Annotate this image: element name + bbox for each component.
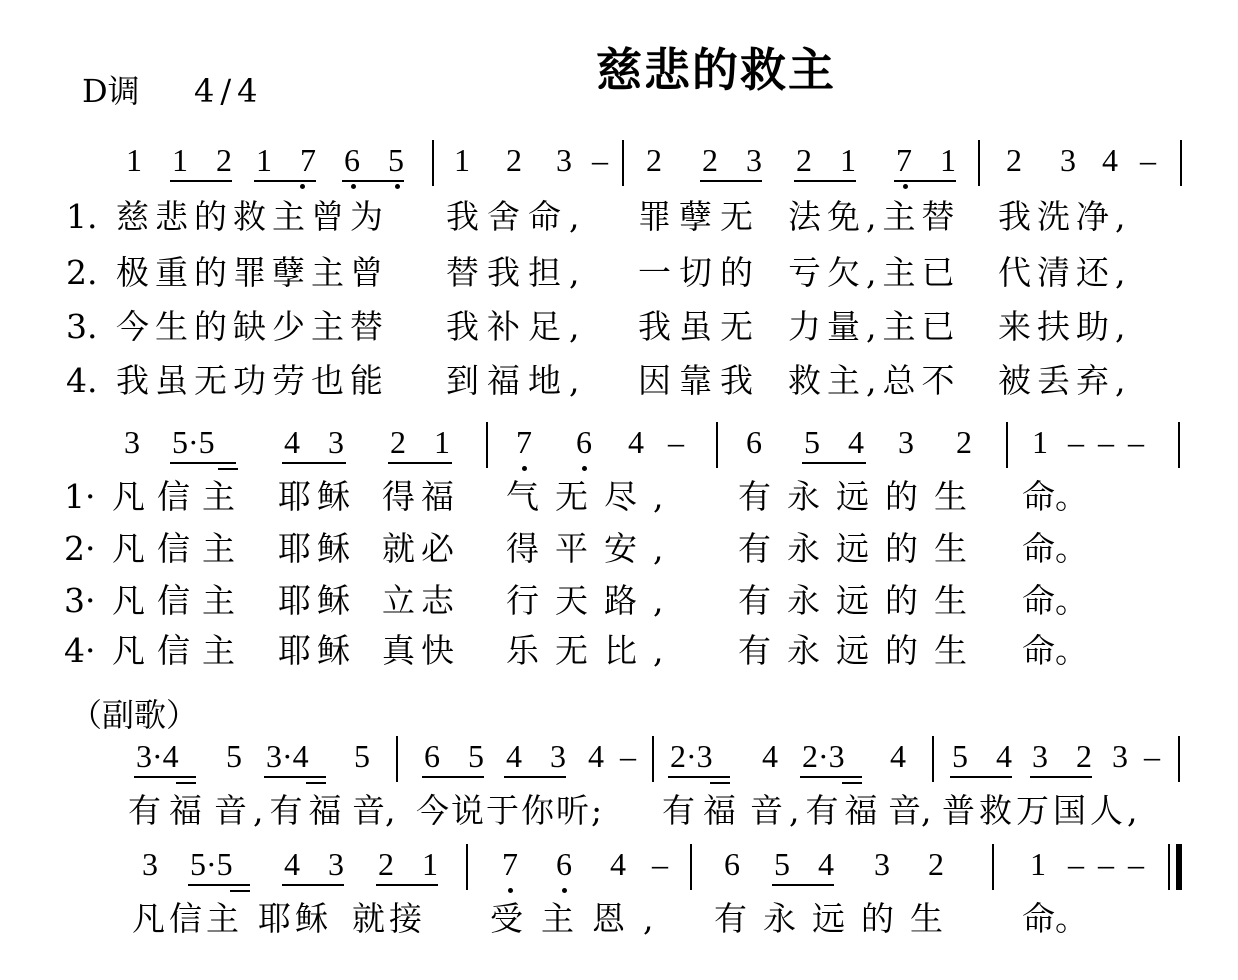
underline bbox=[800, 776, 862, 778]
dash: – bbox=[1128, 846, 1144, 882]
lyric: 命。 bbox=[1022, 899, 1088, 938]
lyric: 耶稣 bbox=[278, 529, 356, 568]
note-group: 4 3 bbox=[284, 424, 354, 460]
underline bbox=[1030, 776, 1092, 778]
final-barline-thin bbox=[1168, 844, 1170, 890]
lyric: 极重的罪孽主曾 bbox=[116, 253, 389, 292]
note: 3 bbox=[142, 846, 158, 882]
verse-number: 2. bbox=[66, 253, 98, 292]
lyric: 得福 bbox=[382, 477, 460, 516]
underline bbox=[230, 890, 250, 892]
underline bbox=[894, 180, 956, 182]
underline bbox=[700, 180, 762, 182]
lyric: 音, bbox=[352, 791, 396, 830]
underline bbox=[282, 462, 346, 464]
underline bbox=[422, 776, 484, 778]
barline bbox=[932, 736, 934, 782]
lyric: 命。 bbox=[1022, 529, 1088, 568]
lyric: 就接 bbox=[352, 899, 426, 938]
system2-verse4 bbox=[0, 631, 1238, 694]
time-signature: 4/4 bbox=[194, 72, 264, 110]
lyric: 音,有福 bbox=[750, 791, 884, 830]
note-group: 5 4 bbox=[804, 424, 874, 460]
lyric: 有福 bbox=[128, 791, 210, 830]
system4-lyrics bbox=[0, 899, 1238, 962]
barline bbox=[978, 140, 980, 186]
note: 5 bbox=[354, 738, 370, 774]
barline bbox=[1006, 422, 1008, 468]
dash: – bbox=[1140, 142, 1156, 178]
note: 3 bbox=[1060, 142, 1076, 178]
chorus-label: （副歌） bbox=[70, 696, 199, 734]
lyric: 来扶助, bbox=[998, 307, 1132, 346]
note-group: 1 2 bbox=[172, 142, 242, 178]
note: 1 bbox=[1030, 846, 1046, 882]
lyric: 凡信主 bbox=[112, 477, 247, 516]
note: 4 bbox=[762, 738, 778, 774]
underline bbox=[170, 462, 236, 464]
lyric: 被丢弃, bbox=[998, 361, 1132, 400]
lyric: 有永远的生 bbox=[714, 899, 959, 938]
system1-notation bbox=[0, 144, 1238, 204]
lyric: 我洗净, bbox=[998, 197, 1132, 236]
note-group: 2 3 bbox=[702, 142, 772, 178]
barline bbox=[1180, 140, 1182, 186]
barline bbox=[486, 422, 488, 468]
lyric: 力量,主已 bbox=[788, 307, 961, 346]
note-group: 3·4 bbox=[136, 738, 179, 774]
underline bbox=[668, 776, 730, 778]
note-group: 2 1 bbox=[390, 424, 460, 460]
underline bbox=[376, 884, 438, 886]
underline bbox=[134, 776, 196, 778]
system3-lyrics bbox=[0, 791, 1238, 854]
lyric: 命。 bbox=[1022, 581, 1088, 620]
note: 2 bbox=[506, 142, 522, 178]
note: 2 bbox=[928, 846, 944, 882]
barline bbox=[466, 844, 468, 890]
lyric: 就必 bbox=[382, 529, 460, 568]
verse-number: 2· bbox=[64, 529, 96, 568]
barline bbox=[432, 140, 434, 186]
lyric: 替我担, bbox=[446, 253, 588, 292]
lyric: 耶稣 bbox=[278, 477, 356, 516]
underline bbox=[710, 782, 730, 784]
note: 1 bbox=[1032, 424, 1048, 460]
lyric: 耶稣 bbox=[258, 899, 332, 938]
lyric: 亏欠,主已 bbox=[788, 253, 961, 292]
lyric: 我舍命, bbox=[446, 197, 588, 236]
hymn-title: 慈悲的救主 bbox=[596, 43, 836, 97]
note-group: 5 4 bbox=[952, 738, 1022, 774]
note-group: 2 1 bbox=[378, 846, 448, 882]
note: 3 bbox=[556, 142, 572, 178]
lyric: 我虽无功劳也能 bbox=[116, 361, 389, 400]
barline bbox=[1178, 736, 1180, 782]
key-label: D调 bbox=[82, 72, 140, 110]
verse-number: 3· bbox=[64, 581, 96, 620]
lyric: 我补足, bbox=[446, 307, 588, 346]
lyric: 凡信主 bbox=[132, 899, 243, 938]
lyric: 到福地, bbox=[446, 361, 588, 400]
verse-number: 3. bbox=[66, 307, 98, 346]
note: 3 bbox=[898, 424, 914, 460]
note-group: 5·5 bbox=[172, 424, 215, 460]
note-group: 2·3 bbox=[802, 738, 845, 774]
low-octave-dot bbox=[508, 888, 513, 893]
lyric: 有永远的生 bbox=[738, 631, 983, 670]
note: 3 bbox=[874, 846, 890, 882]
verse-number: 4. bbox=[66, 361, 98, 400]
lyric: 音, bbox=[888, 791, 932, 830]
note: 3 bbox=[124, 424, 140, 460]
dash: – bbox=[652, 846, 668, 882]
final-barline-thick bbox=[1176, 844, 1182, 890]
lyric: 行天路, bbox=[506, 581, 680, 620]
underline bbox=[342, 180, 404, 182]
lyric: 乐无比, bbox=[506, 631, 680, 670]
note-group: 7 1 bbox=[896, 142, 966, 178]
note: 4 bbox=[628, 424, 644, 460]
lyric: 我虽无 bbox=[638, 307, 761, 346]
barline bbox=[1178, 422, 1180, 468]
note-group: 3·4 bbox=[266, 738, 309, 774]
lyric: 命。 bbox=[1022, 477, 1088, 516]
note-group: 6 5 bbox=[424, 738, 494, 774]
dash: – bbox=[1098, 424, 1114, 460]
lyric: 救主,总不 bbox=[788, 361, 961, 400]
lyric: 今生的缺少主替 bbox=[116, 307, 389, 346]
barline bbox=[652, 736, 654, 782]
dash: – bbox=[1068, 846, 1084, 882]
underline bbox=[254, 180, 316, 182]
lyric: 普救万国人, bbox=[942, 791, 1142, 830]
lyric: 凡信主 bbox=[112, 581, 247, 620]
note-group: 6 5 bbox=[344, 142, 414, 178]
note-group: 3 2 bbox=[1032, 738, 1102, 774]
lyric: 因靠我 bbox=[638, 361, 761, 400]
note: 7 bbox=[502, 846, 518, 882]
underline bbox=[218, 468, 238, 470]
verse-number: 1. bbox=[66, 197, 98, 236]
lyric: 耶稣 bbox=[278, 631, 356, 670]
lyric: 有福 bbox=[662, 791, 744, 830]
note-group: 1 7 bbox=[256, 142, 326, 178]
underline bbox=[794, 180, 856, 182]
lyric: 真快 bbox=[382, 631, 460, 670]
note: 4 bbox=[890, 738, 906, 774]
underline bbox=[282, 884, 344, 886]
underline bbox=[188, 884, 250, 886]
underline bbox=[176, 782, 196, 784]
dash: – bbox=[668, 424, 684, 460]
low-octave-dot bbox=[351, 184, 356, 189]
lyric: 命。 bbox=[1022, 631, 1088, 670]
lyric: 受主恩, bbox=[490, 899, 672, 938]
note: 6 bbox=[746, 424, 762, 460]
note-group: 4 3 bbox=[506, 738, 576, 774]
lyric: 凡信主 bbox=[112, 529, 247, 568]
note-group: 2·3 bbox=[670, 738, 713, 774]
note: 6 bbox=[576, 424, 592, 460]
note: 7 bbox=[516, 424, 532, 460]
lyric: 有永远的生 bbox=[738, 529, 983, 568]
note: 4 bbox=[1102, 142, 1118, 178]
barline bbox=[992, 844, 994, 890]
low-octave-dot bbox=[562, 888, 567, 893]
low-octave-dot bbox=[903, 184, 908, 189]
note: 2 bbox=[956, 424, 972, 460]
note-group: 2 1 bbox=[796, 142, 866, 178]
lyric: 音,有福 bbox=[214, 791, 348, 830]
lyric: 有永远的生 bbox=[738, 581, 983, 620]
note: 2 bbox=[646, 142, 662, 178]
note: 4 bbox=[610, 846, 626, 882]
dash: – bbox=[592, 142, 608, 178]
barline bbox=[622, 140, 624, 186]
note: 5 bbox=[226, 738, 242, 774]
note: 3 bbox=[1112, 738, 1128, 774]
system1-verse1 bbox=[0, 197, 1238, 260]
note-group: 4 3 bbox=[284, 846, 354, 882]
lyric: 得平安, bbox=[506, 529, 680, 568]
lyric: 凡信主 bbox=[112, 631, 247, 670]
note-group: 5·5 bbox=[190, 846, 233, 882]
note: 6 bbox=[556, 846, 572, 882]
low-octave-dot bbox=[582, 466, 587, 471]
lyric: 一切的 bbox=[638, 253, 761, 292]
verse-number: 4· bbox=[64, 631, 96, 670]
note: 1 bbox=[454, 142, 470, 178]
note: 1 bbox=[126, 142, 142, 178]
lyric: 今说于你听; bbox=[416, 791, 605, 830]
dash: – bbox=[1144, 738, 1160, 774]
note-group: 5 4 bbox=[774, 846, 844, 882]
barline bbox=[716, 422, 718, 468]
lyric: 慈悲的救主曾为 bbox=[116, 197, 389, 236]
low-octave-dot bbox=[395, 184, 400, 189]
underline bbox=[950, 776, 1012, 778]
dash: – bbox=[620, 738, 636, 774]
underline bbox=[388, 462, 452, 464]
lyric: 有永远的生 bbox=[738, 477, 983, 516]
barline bbox=[690, 844, 692, 890]
underline bbox=[306, 782, 326, 784]
system1-verse4 bbox=[0, 361, 1238, 424]
low-octave-dot bbox=[300, 184, 305, 189]
dash: – bbox=[1068, 424, 1084, 460]
underline bbox=[772, 884, 834, 886]
underline bbox=[842, 782, 862, 784]
lyric: 代清还, bbox=[998, 253, 1132, 292]
underline bbox=[504, 776, 566, 778]
lyric: 立志 bbox=[382, 581, 460, 620]
verse-number: 1· bbox=[64, 477, 96, 516]
lyric: 耶稣 bbox=[278, 581, 356, 620]
dash: – bbox=[1128, 424, 1144, 460]
dash: – bbox=[1098, 846, 1114, 882]
underline bbox=[264, 776, 326, 778]
lyric: 罪孽无 bbox=[638, 197, 761, 236]
barline bbox=[396, 736, 398, 782]
note: 6 bbox=[724, 846, 740, 882]
lyric: 气无尽, bbox=[506, 477, 680, 516]
underline bbox=[802, 462, 866, 464]
underline bbox=[170, 180, 232, 182]
note: 4 bbox=[588, 738, 604, 774]
lyric: 法免,主替 bbox=[788, 197, 961, 236]
key-signature bbox=[82, 66, 264, 112]
low-octave-dot bbox=[522, 466, 527, 471]
note: 2 bbox=[1006, 142, 1022, 178]
